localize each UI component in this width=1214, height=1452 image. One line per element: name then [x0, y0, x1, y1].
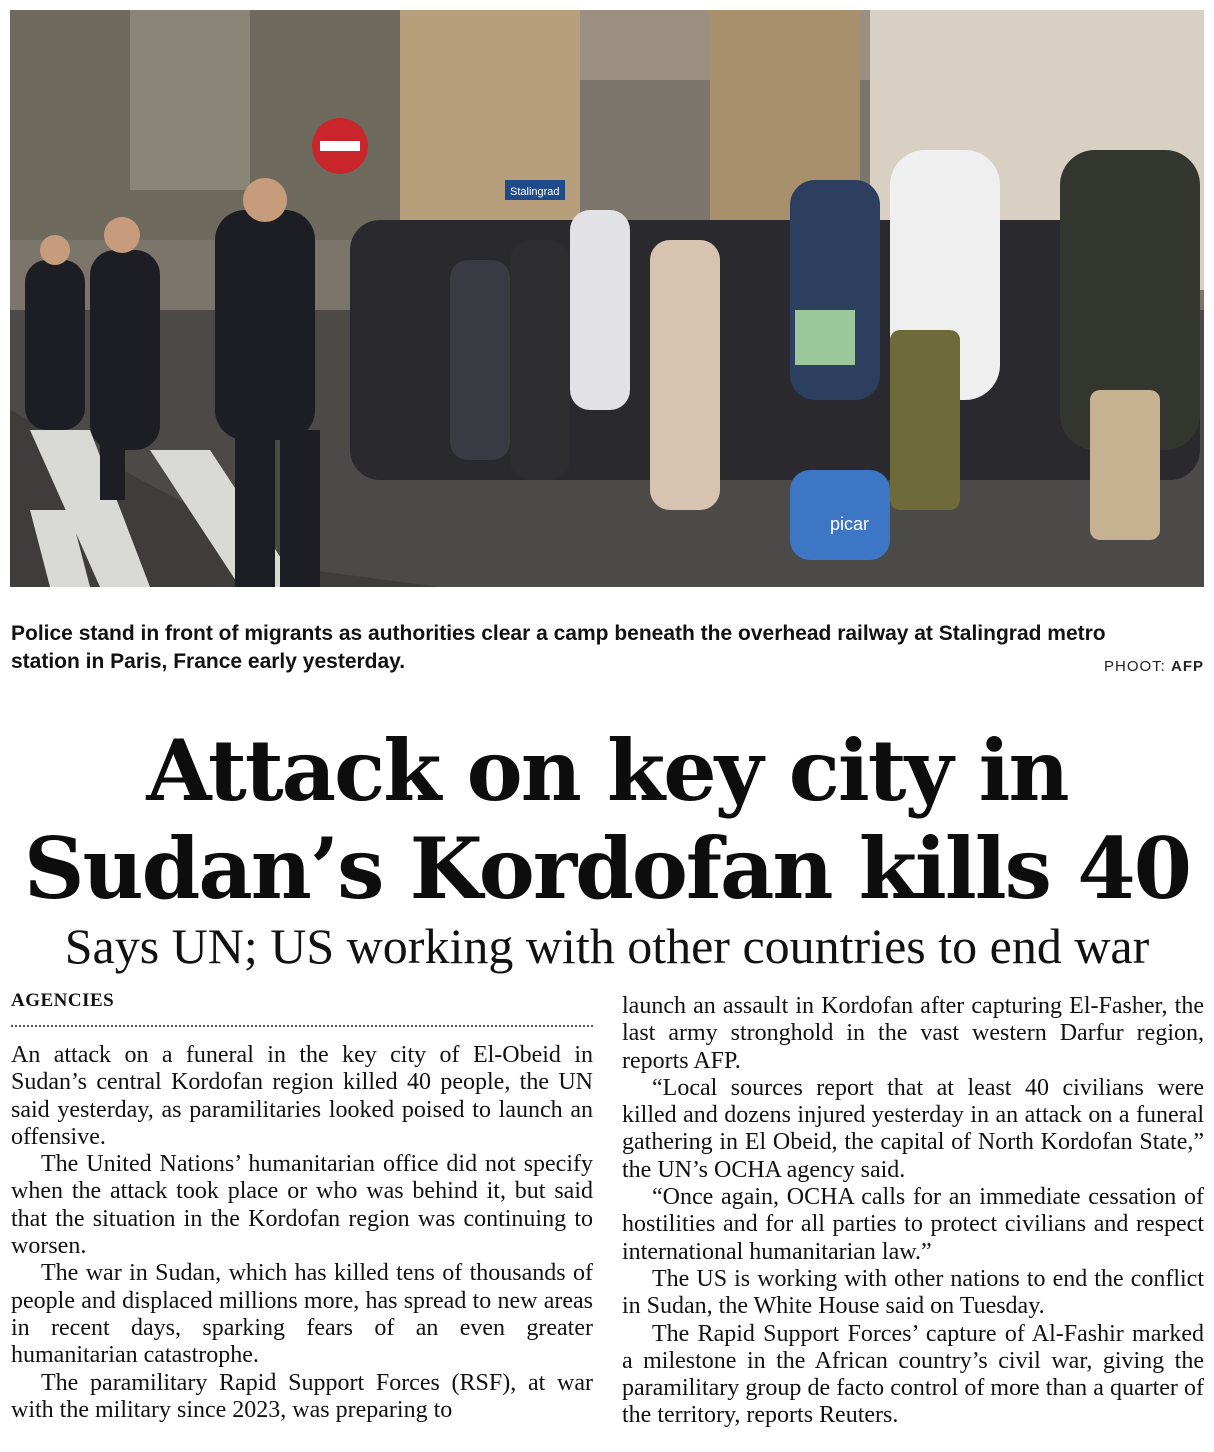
- paragraph: launch an assault in Kordofan after capturing El-Fasher, the last army stronghold in the vast western Darfur region, reports AFP.: [622, 993, 1204, 1074]
- byline: AGENCIES: [11, 990, 115, 1011]
- headline-line-2: Sudan’s Kordofan kills 40: [23, 819, 1191, 918]
- station-sign-text: Stalingrad: [510, 186, 560, 198]
- paragraph: The paramilitary Rapid Support Forces (RSF), at war with the military since 2023, was preparing to: [11, 1369, 593, 1423]
- migrants-police-photo-icon: [10, 10, 1204, 587]
- paragraph: The war in Sudan, which has killed tens of thousands of people and displaced millions more, has spread to new areas in recent days, sparking fears of an even greater humanitarian catastrophe.: [11, 1260, 593, 1369]
- headline: [0, 722, 1214, 918]
- credit-source: AFP: [1171, 658, 1204, 675]
- article-column-2: [622, 993, 1204, 1430]
- subheadline: Says UN; US working with other countries to end war: [64, 918, 1150, 974]
- paragraph: The Rapid Support Forces’ capture of Al-Fashir marked a milestone in the African country’s civil war, giving the paramilitary group de facto control of more than a quarter of the territory, reports Reuters.: [622, 1320, 1204, 1429]
- bag-print-text: picar: [830, 514, 870, 534]
- paragraph: “Local sources report that at least 40 civilians were killed and dozens injured yesterday in an attack on a funeral gathering in El Obeid, the capital of North Kordofan State,” the UN’s OCHA agency said.: [622, 1074, 1204, 1183]
- paragraph: The US is working with other nations to end the conflict in Sudan, the White House said on Tuesday.: [622, 1265, 1204, 1320]
- news-photo: [10, 10, 1204, 587]
- paragraph: An attack on a funeral in the key city of El-Obeid in Sudan’s central Kordofan region killed 40 people, the UN said yesterday, as paramilitaries looked poised to launch an offensive.: [11, 1042, 593, 1150]
- credit-label: PHOOT:: [1103, 658, 1166, 675]
- photo-credit: [1104, 658, 1204, 675]
- photo-caption: Police stand in front of migrants as authorities clear a camp beneath the overhead railway at Stalingrad metro station in Paris, France early yesterday.: [11, 622, 1106, 673]
- paragraph: The United Nations’ humanitarian office did not specify when the attack took place or who was behind it, but said that the situation in the Kordofan region was continuing to worsen.: [11, 1151, 593, 1260]
- paragraph: “Once again, OCHA calls for an immediate cessation of hostilities and for all parties to protect civilians and respect international humanitarian law.”: [622, 1184, 1204, 1265]
- headline-line-1: Attack on key city in: [146, 721, 1068, 820]
- byline-divider: [11, 1025, 593, 1027]
- article-column-1: [11, 1042, 593, 1424]
